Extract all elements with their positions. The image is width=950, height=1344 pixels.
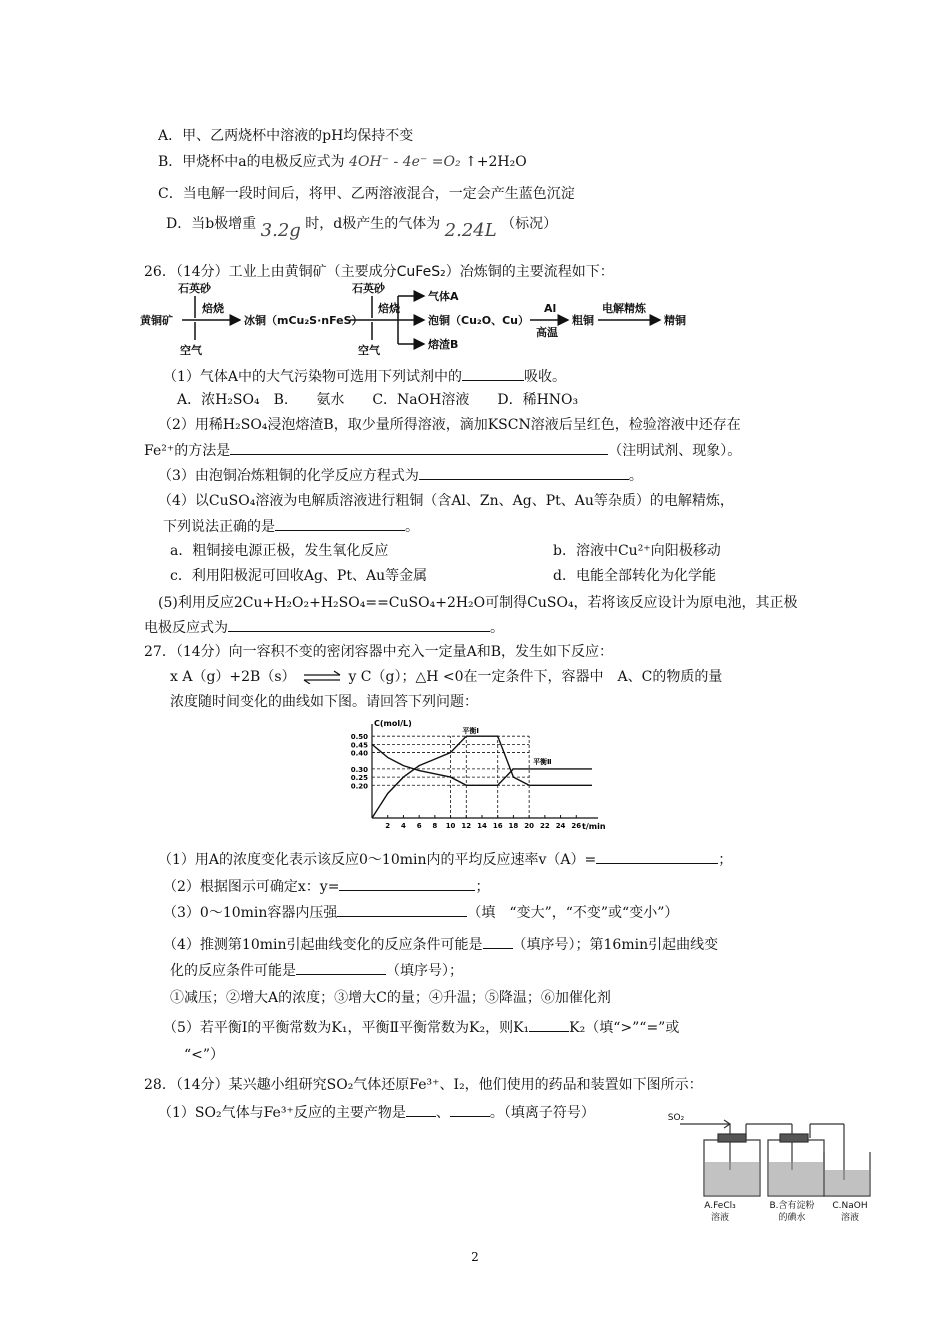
- q26-stem: [144, 262, 614, 282]
- flow-air-2: 空气: [358, 344, 380, 357]
- y-axis-label: C(mol/L): [374, 719, 412, 728]
- q27-reaction: [170, 667, 722, 687]
- beaker-c-label-1: C.NaOH: [832, 1201, 868, 1211]
- flow-al: Al: [544, 302, 557, 315]
- q25-option-d-tail: （标况）: [501, 216, 558, 232]
- q26-sub5-line1: (5)利用反应2Cu+H₂O₂+H₂SO₄==CuSO₄+2H₂O可制得CuSO₄，若将该反应设计为原电池，其正极: [158, 595, 798, 611]
- q28-stem: 28．（14分）某兴趣小组研究SO₂气体还原Fe³⁺、I₂，他们使用的药品和装置如下图所示：: [144, 1077, 703, 1093]
- x-tick-label: 4: [400, 822, 406, 830]
- q26-sub4-option-a: a．粗铜接电源正极，发生氧化反应: [170, 543, 389, 559]
- q26-sub4-line2: [163, 516, 419, 537]
- x-tick-label: 8: [432, 822, 438, 830]
- y-tick-label: 0.40: [350, 749, 368, 758]
- flow-sand-2: 石英砂: [352, 282, 385, 295]
- q26-sub4-tail: 。: [405, 519, 419, 535]
- q25-option-b: [158, 152, 527, 172]
- q25-option-a: A．甲、乙两烧杯中溶液的pH均保持不变: [158, 128, 414, 144]
- q27-sub4-text: （4）推测第10min引起曲线变化的反应条件可能是: [163, 937, 483, 953]
- equilibrium-arrow-icon: [300, 670, 344, 684]
- q27-sub5-text: （5）若平衡Ⅰ的平衡常数为K₁，平衡Ⅱ平衡常数为K₂，则K₁: [163, 1020, 530, 1036]
- flow-blister-copper: 泡铜（Cu₂O、Cu）: [428, 314, 529, 327]
- q25-option-d-mid: 时，d极产生的气体为: [305, 216, 441, 232]
- flow-roast-2: 焙烧: [378, 302, 400, 315]
- x-tick-label: 18: [508, 822, 519, 830]
- q28-sub1-text: （1）SO₂气体与Fe³⁺反应的主要产物是: [158, 1105, 406, 1121]
- q27-stem: 27．（14分）向一容积不变的密闭容器中充入一定量A和B，发生如下反应：: [144, 644, 614, 660]
- q26-sub3-text: （3）由泡铜冶炼粗铜的化学反应方程式为: [158, 468, 419, 484]
- q26-stem-formula: CuFeS₂: [396, 264, 446, 280]
- q26-sub2-line2: [144, 440, 741, 461]
- q26-sub4-text: 下列说法正确的是: [163, 519, 275, 535]
- concentration-time-chart: [330, 718, 610, 840]
- q26-sub4-line1: （4）以CuSO₄溶液为电解质溶液进行粗铜（含Al、Zn、Ag、Pt、Au等杂质）的电解精炼，: [158, 493, 734, 509]
- q25-option-d-volume: 2.24L: [444, 220, 497, 241]
- annotation-equilibrium-2: 平衡Ⅱ: [533, 758, 552, 766]
- flow-fine-copper: 精铜: [664, 314, 686, 327]
- q26-sub1-text: （1）气体A中的大气污染物可选用下列试剂中的: [163, 369, 463, 385]
- q27-sub1-text: （1）用A的浓度变化表示该反应0～10min内的平均反应速率v（A）=: [158, 852, 597, 868]
- x-tick-label: 20: [524, 822, 535, 830]
- q27-sub3: [163, 902, 678, 923]
- q26-sub4-option-d: d．电能全部转化为化学能: [553, 568, 716, 584]
- q26-sub1-tail: 吸收。: [524, 369, 567, 385]
- bottle-b-label-1: B.含有淀粉: [769, 1201, 815, 1211]
- q27-sub2: [163, 876, 489, 897]
- q27-sub4-line2: [170, 960, 463, 981]
- flow-matte: 冰铜（mCu₂S·nFeS）: [244, 314, 363, 327]
- q26-sub3: [158, 465, 643, 486]
- q27-sub4-line2-tail: （填序号）；: [386, 963, 463, 979]
- q27-sub4-tail: （填序号）；第16min引起曲线变: [512, 937, 719, 953]
- y-tick-label: 0.20: [350, 782, 368, 791]
- q25-option-b-equation: 4OH⁻ - 4e⁻ =O₂: [349, 154, 461, 170]
- q27-sub2-text: （2）根据图示可确定x：y=: [163, 879, 340, 895]
- bottle-a-label-1: A.FeCl₃: [704, 1201, 736, 1211]
- q27-sub5-line1: [163, 1017, 679, 1038]
- q27-sub4-line1: [163, 934, 718, 955]
- q26-sub2-line1: （2）用稀H₂SO₄浸泡熔渣B，取少量所得溶液，滴加KSCN溶液后呈红色，检验溶液中还存在: [158, 417, 741, 433]
- q27-sub3-text: （3）0～10min容器内压强: [163, 905, 338, 921]
- flow-sand-1: 石英砂: [178, 282, 211, 295]
- y-tick-label: 0.25: [350, 774, 368, 783]
- q27-sub5-line2: “<”）: [184, 1047, 225, 1063]
- apparatus-diagram: [660, 1110, 880, 1225]
- q26-sub1: [163, 366, 566, 387]
- beaker-c-label-2: 溶液: [840, 1213, 860, 1223]
- so2-label: SO₂: [667, 1113, 685, 1123]
- flow-slag-b: 熔渣B: [428, 338, 459, 351]
- x-tick-label: 12: [461, 822, 472, 830]
- x-tick-label: 24: [555, 822, 566, 830]
- flow-crude-copper: 粗铜: [572, 314, 594, 327]
- q26-flow-diagram: [140, 282, 700, 362]
- q26-stem-text: 26．（14分）工业上由黄铜矿（主要成分: [144, 264, 397, 280]
- q26-sub1-options: A．浓H₂SO₄ B. 氨水 C．NaOH溶液 D．稀HNO₃: [177, 392, 579, 408]
- annotation-equilibrium-1: 平衡Ⅰ: [462, 726, 479, 735]
- q27-sub1: [158, 849, 732, 870]
- q28-sub1-tail: 。（填离子符号）: [489, 1105, 595, 1121]
- x-tick-label: 22: [539, 822, 550, 830]
- q25-option-c: C．当电解一段时间后，将甲、乙两溶液混合，一定会产生蓝色沉淀: [158, 186, 575, 202]
- x-tick-label: 16: [492, 822, 503, 830]
- q25-option-d: [166, 213, 558, 241]
- q27-reaction-left: x A（g）+2B（s）: [170, 669, 296, 685]
- q26-sub4-option-b: b．溶液中Cu²⁺向阳极移动: [553, 543, 721, 559]
- q27-stem-2: 浓度随时间变化的曲线如下图。请回答下列问题：: [170, 694, 478, 710]
- q26-sub2-tail: （注明试剂、现象）。: [608, 443, 742, 459]
- q26-sub2-text: Fe²⁺的方法是: [144, 443, 231, 459]
- flow-ore: 黄铜矿: [140, 314, 173, 327]
- y-tick-label: 0.45: [350, 741, 368, 750]
- q27-sub1-tail: ；: [718, 852, 733, 868]
- q25-option-d-mass: 3.2g: [260, 220, 301, 241]
- flow-roast-1: 焙烧: [202, 302, 224, 315]
- bottle-b-label-2: 的碘水: [778, 1213, 806, 1223]
- flow-refine: 电解精炼: [602, 302, 646, 315]
- q26-sub5-tail: 。: [490, 620, 504, 636]
- series-line-1: [372, 744, 592, 785]
- q26-stem-tail: ）冶炼铜的主要流程如下：: [445, 264, 614, 280]
- y-tick-label: 0.30: [350, 765, 368, 774]
- q26-sub3-tail: 。: [628, 468, 643, 484]
- x-tick-label: 26: [571, 822, 582, 830]
- flow-air-1: 空气: [180, 344, 202, 357]
- q26-sub5-text: 电极反应式为: [144, 620, 228, 636]
- q28-sub1: [158, 1102, 595, 1123]
- q26-sub5-line2: [144, 617, 504, 638]
- y-tick-label: 0.50: [350, 733, 368, 742]
- x-axis-label: t/min: [582, 822, 606, 831]
- flow-gas-a: 气体A: [428, 290, 459, 303]
- flow-high-temp: 高温: [536, 326, 558, 339]
- q27-sub4-line2-text: 化的反应条件可能是: [170, 963, 296, 979]
- q27-sub5-tail: K₂（填“>”“=”或: [569, 1020, 680, 1036]
- x-tick-label: 2: [385, 822, 391, 830]
- q25-option-b-text: B．甲烧杯中a的电极反应式为: [158, 154, 345, 170]
- x-tick-label: 6: [416, 822, 422, 830]
- q25-option-d-text: D．当b极增重: [166, 216, 257, 232]
- q28-sub1-sep: 、: [435, 1105, 450, 1121]
- x-tick-label: 10: [445, 822, 456, 830]
- q27-reaction-right: y C（g）；△H <0在一定条件下，容器中 A、C的物质的量: [348, 669, 723, 685]
- q27-sub3-tail: （填 “变大”，“不变”或“变小”）: [467, 905, 679, 921]
- q27-sub2-tail: ；: [475, 879, 490, 895]
- x-tick-label: 14: [477, 822, 487, 830]
- page-number: 2: [471, 1250, 479, 1264]
- bottle-a-label-2: 溶液: [710, 1213, 730, 1223]
- q25-option-b-tail: ↑+2H₂O: [465, 154, 527, 170]
- q27-sub4-options: ①减压；②增大A的浓度；③增大C的量；④升温；⑤降温；⑥加催化剂: [170, 990, 611, 1006]
- q26-sub4-option-c: c．利用阳极泥可回收Ag、Pt、Au等金属: [170, 568, 428, 584]
